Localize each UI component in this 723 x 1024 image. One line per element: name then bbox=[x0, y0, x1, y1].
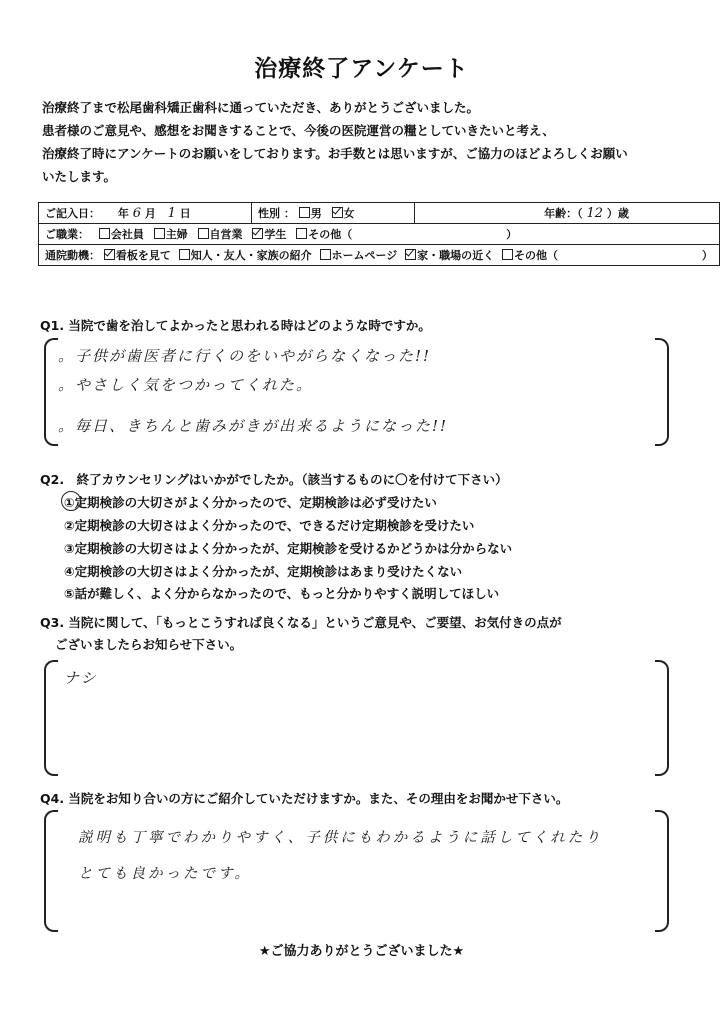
page-title: 治療終了アンケート bbox=[254, 56, 469, 82]
gender-cell: 性別 ： 男 女 bbox=[252, 203, 415, 224]
intro-line: 治療終了まで松尾歯科矯正歯科に通っていただき、ありがとうございました。 bbox=[42, 100, 480, 115]
q2-option-1[interactable]: ①定期検診の大切さがよく分かったので、定期検診は必ず受けたい bbox=[64, 493, 437, 511]
reason-row: 通院動機： 看板を見て 知人・友人・家族の紹介 ホームページ 家・職場の近く その他（ ） bbox=[39, 245, 720, 266]
occ-other-checkbox[interactable] bbox=[296, 228, 307, 239]
q2-question: Q2. 終了カウンセリングはいかがでしたか。（該当するものに〇を付けて下さい） bbox=[40, 472, 508, 487]
intro-line: 患者様のご意見や、感想をお聞きすることで、今後の医院運営の糧としていきたいと考え、 bbox=[42, 123, 555, 138]
q3-question-line1: Q3. 当院に関して、「もっとこうすれば良くなる」というご意見や、ご要望、お気付きの点が bbox=[40, 615, 562, 630]
female-checkbox[interactable] bbox=[332, 207, 343, 218]
q2-option-5[interactable]: ⑤話が難しく、よく分からなかったので、もっと分かりやすく説明してほしい bbox=[64, 586, 500, 601]
q4-answer-line: 説明も丁寧でわかりやすく、子供にもわかるように話してくれたり bbox=[78, 830, 603, 846]
intro-line: いたします。 bbox=[42, 169, 117, 184]
intro-line: 治療終了時にアンケートのお願いをしております。お手数とは思いますが、ご協力のほどよろしくお願い bbox=[42, 146, 628, 161]
reason-other-checkbox[interactable] bbox=[502, 249, 513, 260]
q1-left-bracket bbox=[44, 338, 58, 446]
q1-answer-line: 。やさしく気をつかってくれた。 bbox=[58, 376, 314, 394]
reason-signboard-checkbox[interactable] bbox=[104, 249, 115, 260]
intro-text bbox=[42, 96, 682, 188]
q4-right-bracket bbox=[655, 810, 669, 932]
occupation-row: ご職業： 会社員 主婦 自営業 学生 その他（ ） bbox=[39, 224, 720, 245]
q4-answer-line: とても良かったです。 bbox=[78, 866, 252, 882]
q1-answer-line: 。毎日、きちんと歯みがきが出来るようになった!! bbox=[58, 417, 449, 435]
q3-right-bracket bbox=[655, 660, 669, 776]
reason-homepage-checkbox[interactable] bbox=[320, 249, 331, 260]
male-checkbox[interactable] bbox=[299, 207, 310, 218]
patient-info-table bbox=[38, 202, 720, 266]
reason-nearby-checkbox[interactable] bbox=[405, 249, 416, 260]
q1-question: Q1. 当院で歯を治してよかったと思われる時はどのような時ですか。 bbox=[40, 318, 431, 333]
occ-company-checkbox[interactable] bbox=[99, 228, 110, 239]
age-cell: 年齢：（ 12 ）歳 bbox=[415, 203, 720, 224]
month-value[interactable]: 6 bbox=[132, 206, 141, 221]
q2-option-3[interactable]: ③定期検診の大切さはよく分かったが、定期検診を受けるかどうかは分からない bbox=[64, 541, 513, 556]
q3-left-bracket bbox=[44, 660, 58, 776]
q1-answer-line: 。子供が歯医者に行くのをいやがらなくなった!! bbox=[58, 347, 432, 365]
q4-question: Q4. 当院をお知り合いの方にご紹介していただけますか。また、その理由をお聞かせ下さい。 bbox=[40, 791, 569, 806]
q4-left-bracket bbox=[44, 810, 58, 932]
day-value[interactable]: 1 bbox=[167, 206, 176, 221]
occ-selfemployed-checkbox[interactable] bbox=[198, 228, 209, 239]
age-value[interactable]: 12 bbox=[586, 206, 603, 221]
occ-student-checkbox[interactable] bbox=[252, 228, 263, 239]
q2-option-2[interactable]: ②定期検診の大切さはよく分かったので、できるだけ定期検診を受けたい bbox=[64, 518, 475, 533]
q1-right-bracket bbox=[655, 338, 669, 446]
occ-housewife-checkbox[interactable] bbox=[154, 228, 165, 239]
date-cell: ご記入日： 年 6 月 1 日 bbox=[39, 203, 252, 224]
q2-option-4[interactable]: ④定期検診の大切さはよく分かったが、定期検診はあまり受けたくない bbox=[64, 564, 463, 579]
q3-answer: ナシ bbox=[64, 669, 98, 687]
thank-you-footer: ★ご協力ありがとうございました★ bbox=[258, 944, 465, 959]
q3-question-line2: ございましたらお知らせ下さい。 bbox=[55, 637, 243, 652]
reason-referral-checkbox[interactable] bbox=[179, 249, 190, 260]
selected-circle bbox=[61, 491, 81, 511]
